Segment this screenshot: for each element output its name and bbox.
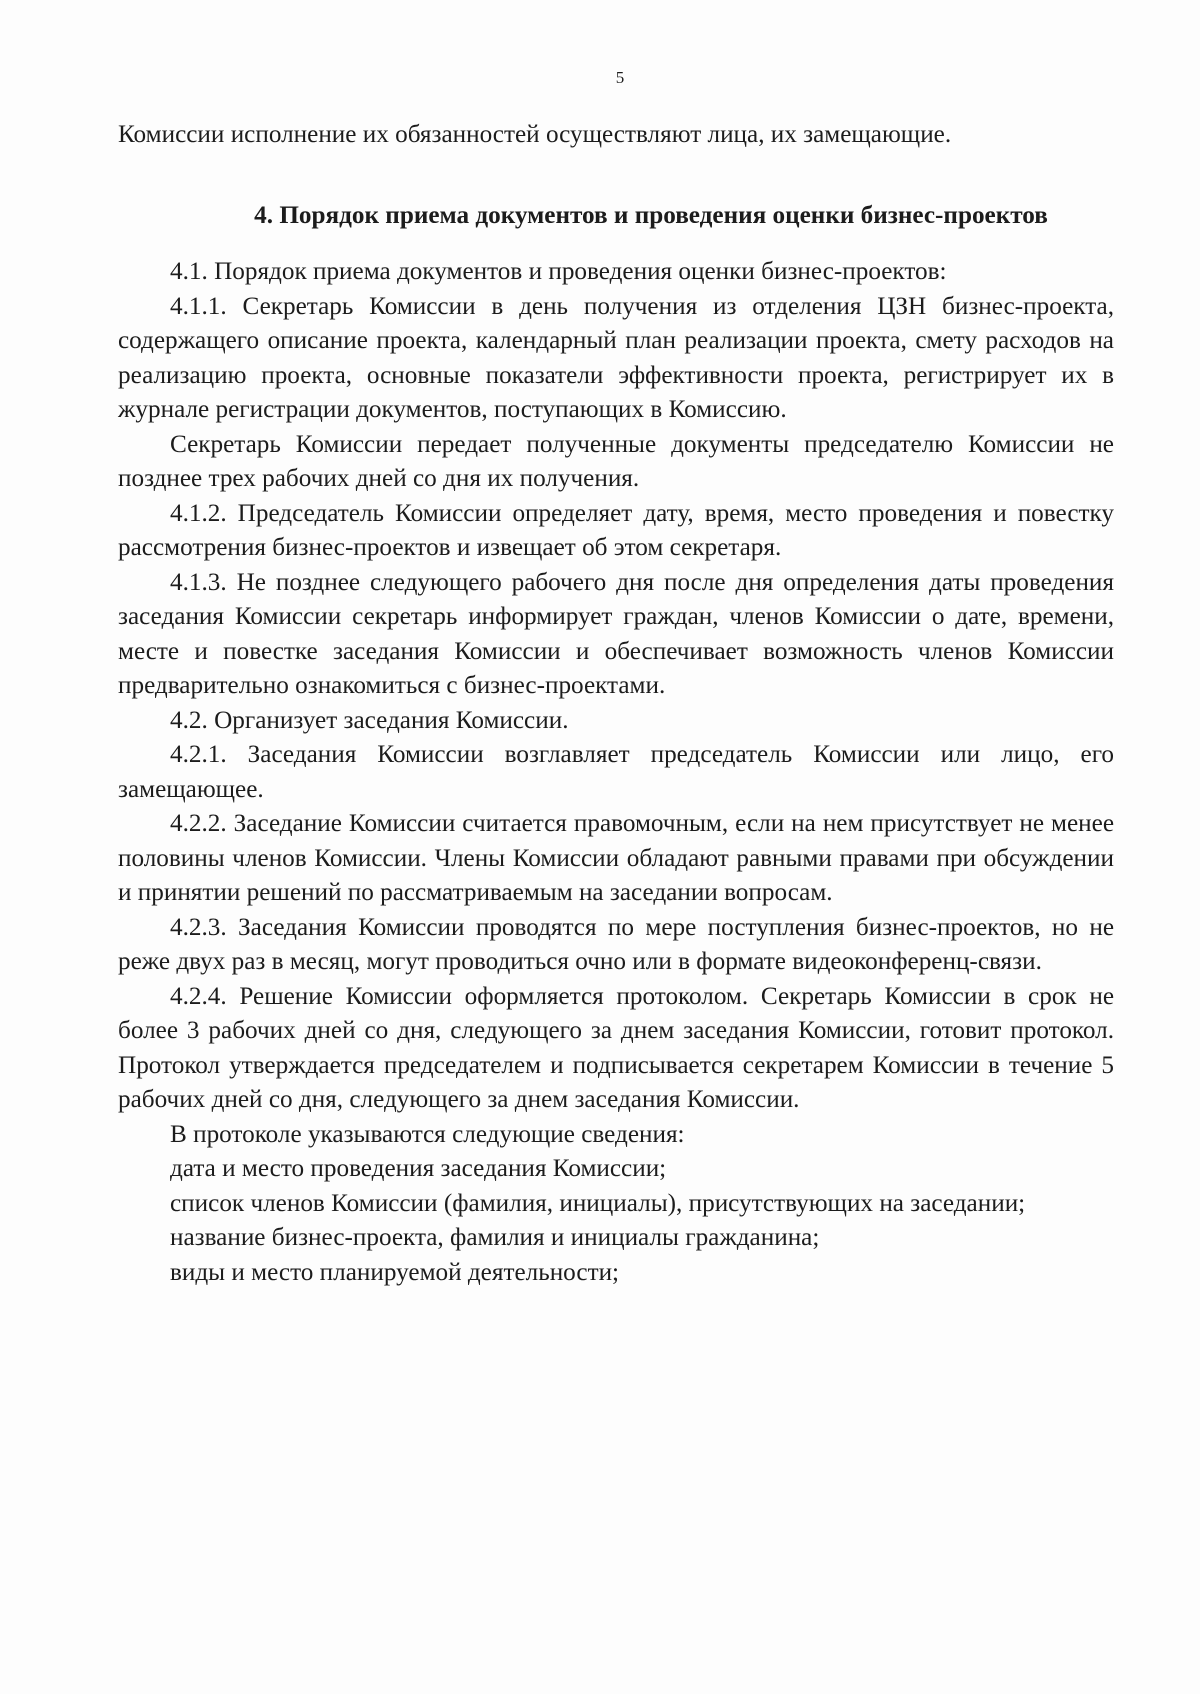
list-item-project-name: название бизнес-проекта, фамилия и инициалы гражданина; [170,1224,820,1251]
paragraph-4-1: 4.1. Порядок приема документов и проведения оценки бизнес-проектов: [170,258,947,285]
paragraph-secretary-transfer: Секретарь Комиссии передает полученные документы председателю Комиссии не позднее трех рабочих дней со дня их получения. [118,430,1114,492]
paragraph-4-1-3: 4.1.3. Не позднее следующего рабочего дня после дня определения даты проведения заседания Комиссии секретарь информирует граждан, членов Комиссии о дате, времени, месте и повестке заседания Комиссии и обеспечивает возможность членов Комиссии предварительно ознакомиться с бизнес-проектами. [118,568,1114,699]
paragraph-4-1-2: 4.1.2. Председатель Комиссии определяет дату, время, место проведения и повестку рассмотрения бизнес-проектов и извещает об этом секретаря. [118,499,1114,561]
paragraph-4-1-1: 4.1.1. Секретарь Комиссии в день получения из отделения ЦЗН бизнес-проекта, содержащего описание проекта, календарный план реализации проекта, смету расходов на реализацию проекта, основные показатели эффективности проекта, регистрирует их в журнале регистрации документов, поступающих в Комиссию. [118,292,1114,423]
paragraph-4-2-3: 4.2.3. Заседания Комиссии проводятся по мере поступления бизнес-проектов, но не реже двух раз в месяц, могут проводиться очно или в формате видеоконференц-связи. [118,913,1114,975]
paragraph-4-2-1: 4.2.1. Заседания Комиссии возглавляет председатель Комиссии или лицо, его замещающее. [118,741,1114,803]
paragraph-4-2-4: 4.2.4. Решение Комиссии оформляется протоколом. Секретарь Комиссии в срок не более 3 рабочих дней со дня, следующего за днем заседания Комиссии, готовит протокол. Протокол утверждается председателем и подписывается секретарем Комиссии в течение 5 рабочих дней со дня, следующего за днем заседания Комиссии. [118,982,1114,1113]
list-item-activity: виды и место планируемой деятельности; [170,1258,620,1286]
list-item-members: список членов Комиссии (фамилия, инициалы), присутствующих на заседании; [170,1189,1026,1217]
paragraph-4-2: 4.2. Организует заседания Комиссии. [170,706,569,734]
list-item-date-place: дата и место проведения заседания Комиссии; [170,1155,667,1182]
paragraph-4-2-2: 4.2.2. Заседание Комиссии считается правомочным, если на нем присутствует не менее половины членов Комиссии. Члены Комиссии обладают равными правами при обсуждении и принятии решений по рассматриваемым на заседании вопросам. [118,810,1114,906]
section-heading: 4. Порядок приема документов и проведения оценки бизнес-проектов [254,201,1048,229]
intro-line: Комиссии исполнение их обязанностей осуществляют лица, их замещающие. [118,121,952,148]
paragraph-protocol-intro: В протоколе указываются следующие сведения: [170,1120,685,1148]
document-body [118,118,1114,1290]
page-number: 5 [615,68,625,87]
